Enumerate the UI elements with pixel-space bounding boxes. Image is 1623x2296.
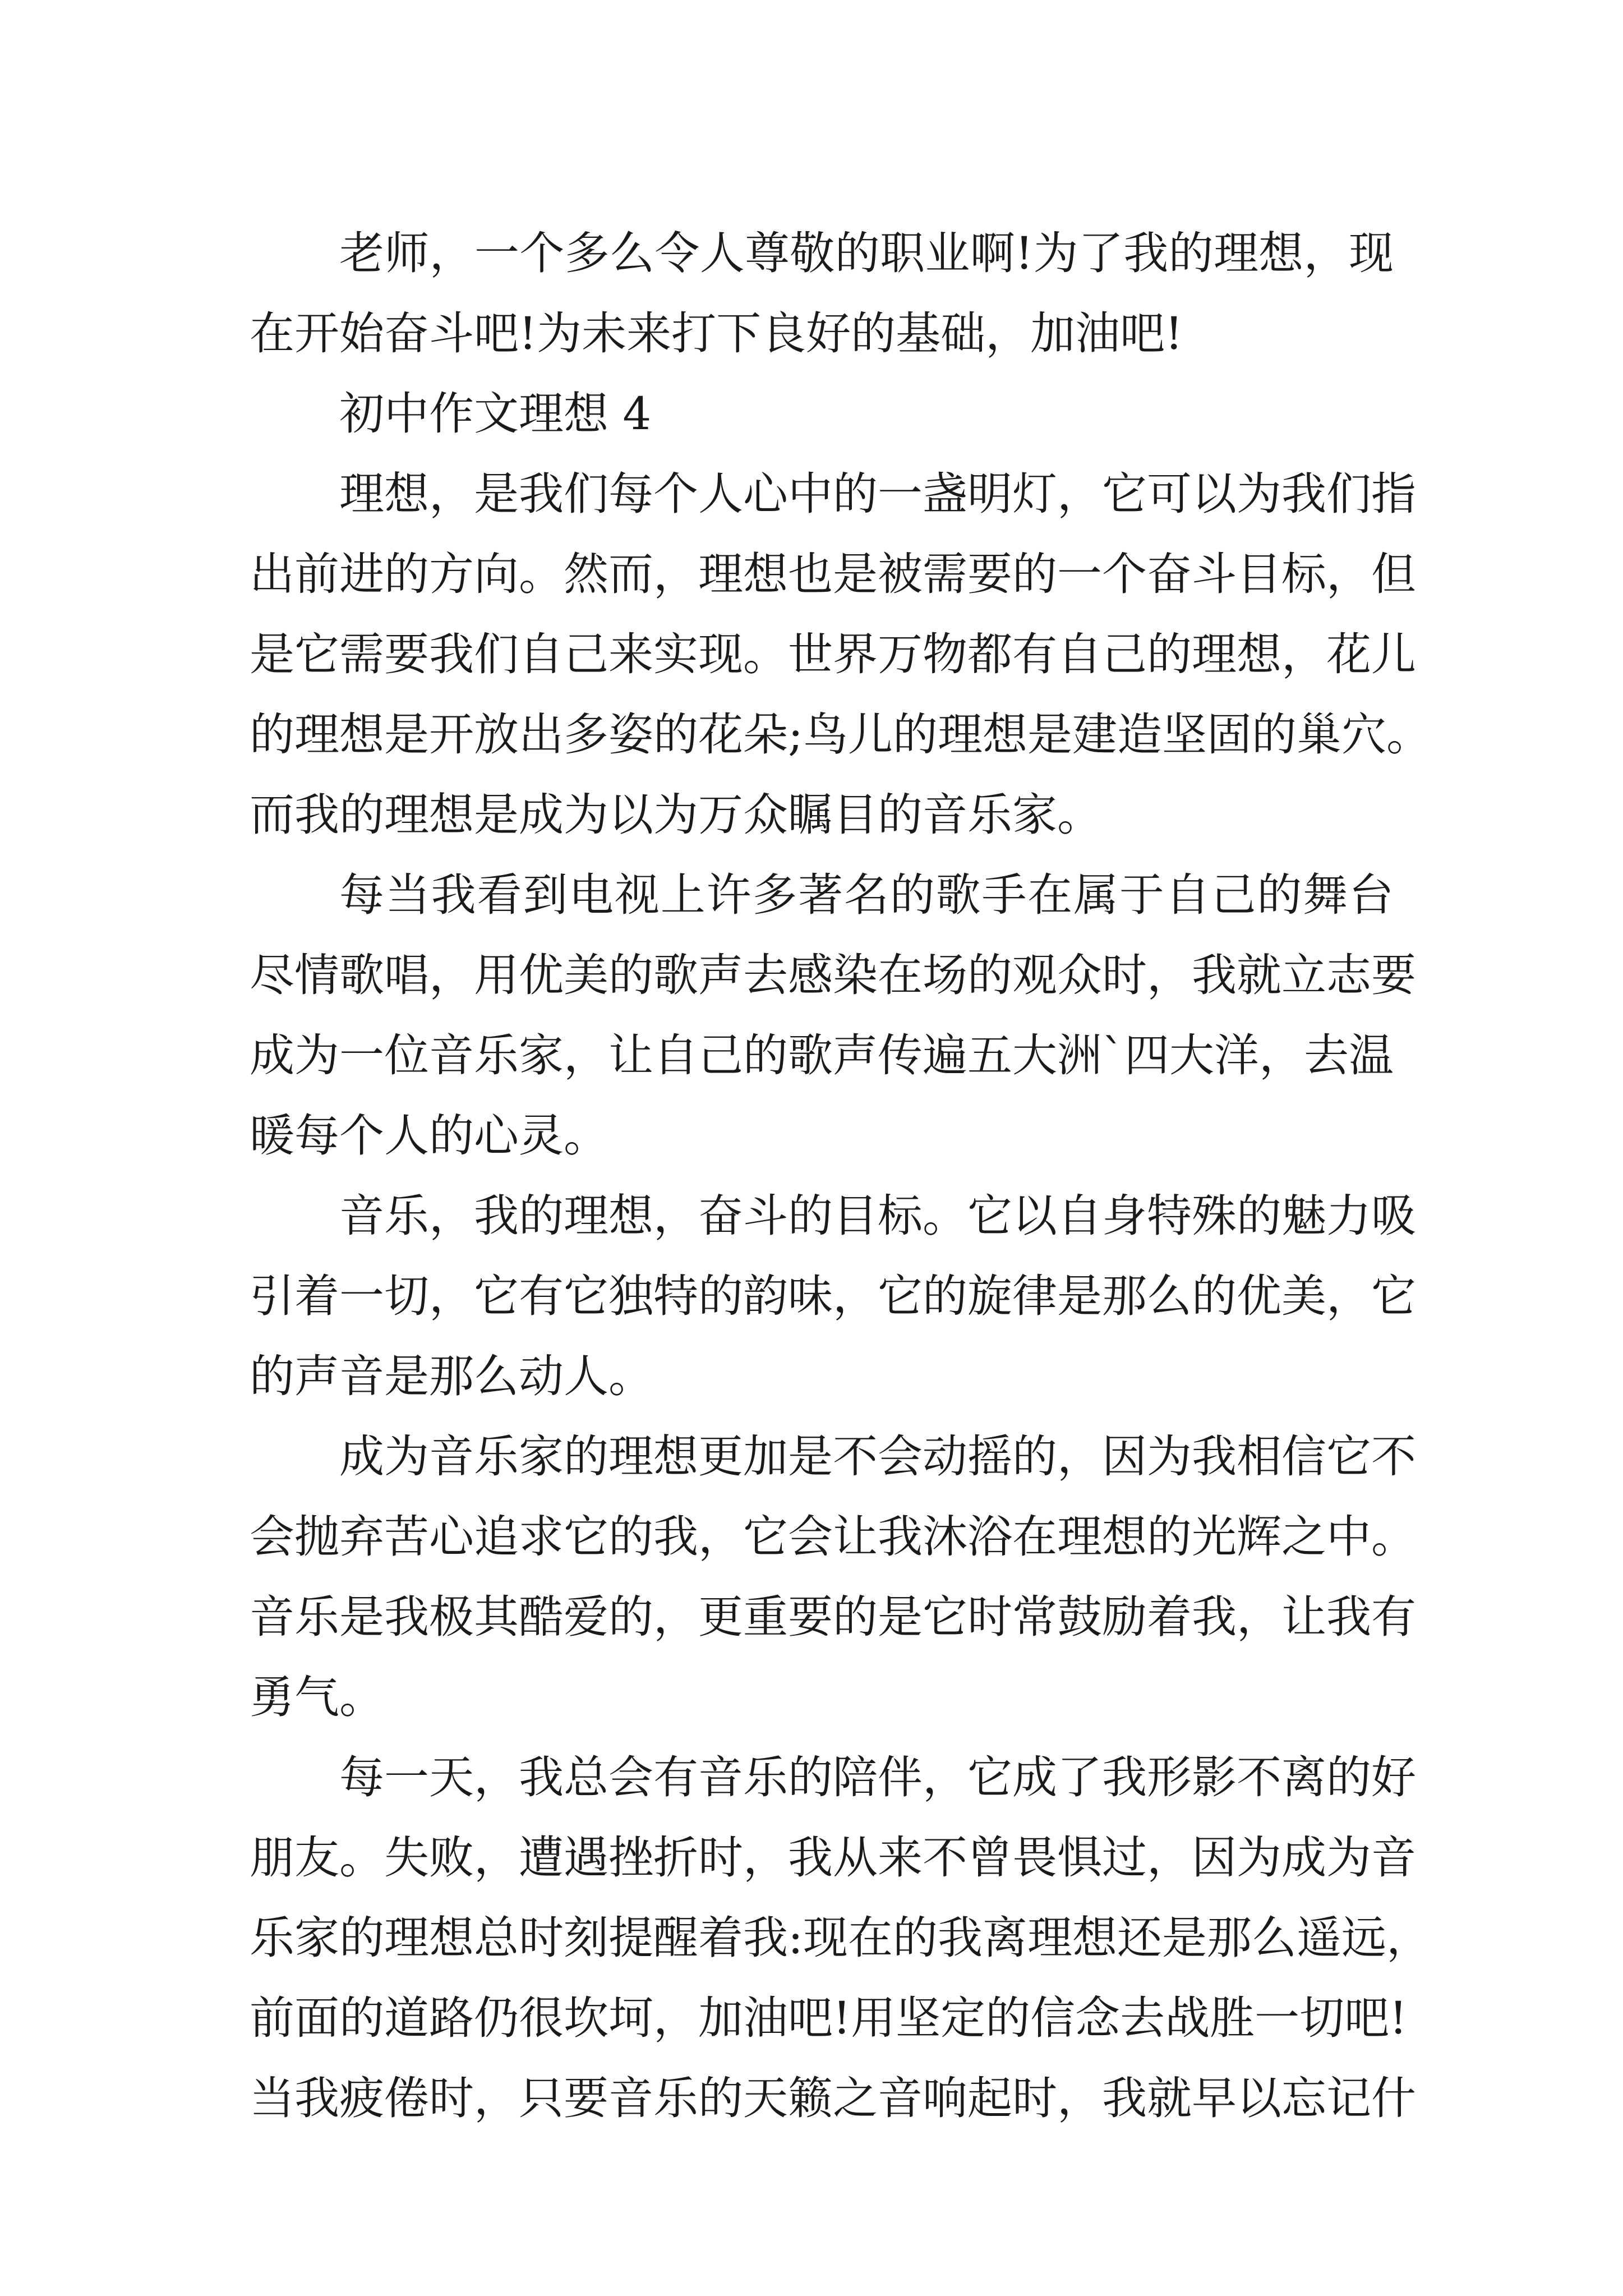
text-line: 暖每个人的心灵。 [250, 1110, 608, 1162]
text-line: 老师，一个多么令人尊敬的职业啊!为了我的理想，现 [339, 227, 1394, 279]
text-line: 朋友。失败，遭遇挫折时，我从来不曾畏惧过，因为成为音 [250, 1832, 1416, 1884]
text-line: 前面的道路仍很坎坷，加油吧!用坚定的信念去战胜一切吧! [250, 1992, 1408, 2044]
text-line: 会抛弃苦心追求它的我，它会让我沐浴在理想的光辉之中。 [250, 1511, 1416, 1563]
text-line: 的声音是那么动人。 [250, 1350, 653, 1402]
text-line: 出前进的方向。然而，理想也是被需要的一个奋斗目标，但 [250, 548, 1416, 600]
text-line: 当我疲倦时，只要音乐的天籁之音响起时，我就早以忘记什 [250, 2072, 1416, 2124]
text-line: 勇气。 [250, 1671, 384, 1723]
text-line: 引着一切，它有它独特的韵味，它的旋律是那么的优美，它 [250, 1270, 1416, 1322]
text-line: 成为音乐家的理想更加是不会动摇的，因为我相信它不 [339, 1430, 1416, 1483]
text-line: 乐家的理想总时刻提醒着我:现在的我离理想还是那么遥远， [250, 1912, 1431, 1964]
text-line: 而我的理想是成为以为万众瞩目的音乐家。 [250, 789, 1102, 841]
text-line: 成为一位音乐家，让自己的歌声传遍五大洲`四大洋，去温 [250, 1029, 1394, 1082]
text-line: 每当我看到电视上许多著名的歌手在属于自己的舞台 [339, 869, 1394, 921]
text-line: 初中作文理想 4 [339, 388, 652, 440]
text-line: 每一天，我总会有音乐的陪伴，它成了我形影不离的好 [339, 1751, 1416, 1803]
text-line: 的理想是开放出多姿的花朵;鸟儿的理想是建造坚固的巢穴。 [250, 708, 1431, 761]
text-line: 音乐，我的理想，奋斗的目标。它以自身特殊的魅力吸 [339, 1190, 1416, 1242]
text-line: 是它需要我们自己来实现。世界万物都有自己的理想，花儿 [250, 628, 1416, 680]
essay-body [250, 213, 1431, 2138]
text-line: 理想，是我们每个人心中的一盏明灯，它可以为我们指 [339, 468, 1416, 520]
text-line: 尽情歌唱，用优美的歌声去感染在场的观众时，我就立志要 [250, 949, 1416, 1001]
text-line: 音乐是我极其酷爱的，更重要的是它时常鼓励着我，让我有 [250, 1591, 1416, 1643]
text-line: 在开始奋斗吧!为未来打下良好的基础，加油吧! [250, 307, 1183, 360]
